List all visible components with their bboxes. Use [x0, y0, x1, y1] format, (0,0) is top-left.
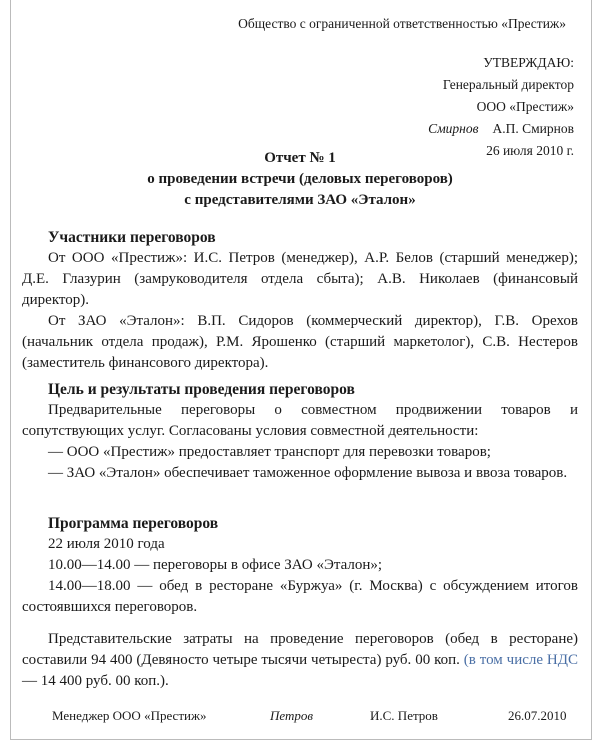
goals-item-2: — ЗАО «Эталон» обеспечивает таможенное оформление вывоза и ввоза товаров. [48, 465, 568, 481]
approval-block [428, 52, 574, 162]
participants-heading: Участники переговоров [48, 229, 216, 246]
expenses-text: Представительские затраты на проведение переговоров (обед в ресторане) составили 94 400 (Девяносто четыре тысячи четыреста) руб. 00 коп. [22, 631, 578, 668]
participants-prestige: От ООО «Престиж»: И.С. Петров (менеджер), А.Р. Белов (старший менеджер); Д.Е. Глазурин (замруководителя отдела сбыта); А.В. Николаев (финансовый директор). [22, 250, 578, 308]
program-date: 22 июля 2010 года [48, 536, 165, 552]
footer-date: 26.07.2010 [508, 708, 567, 723]
goals-item-1: — ООО «Престиж» предоставляет транспорт для перевозки товаров; [48, 444, 491, 460]
goals-section [22, 379, 578, 484]
program-section [22, 513, 578, 618]
footer-signature: Петров [270, 708, 314, 723]
expenses-tail: — 14 400 руб. 00 коп.). [22, 673, 169, 689]
footer-name: И.С. Петров [370, 708, 438, 723]
goals-heading: Цель и результаты проведения переговоров [48, 381, 355, 398]
approval-name: А.П. Смирнов [492, 121, 574, 136]
approval-signature: Смирнов [428, 121, 479, 136]
title-line-3: с представителями ЗАО «Эталон» [184, 192, 416, 208]
participants-section [22, 227, 578, 374]
program-item-2: 14.00—18.00 — обед в ресторане «Буржуа» (г. Москва) с обсуждением итогов состоявшихся переговоров. [22, 578, 578, 615]
expenses-nds: (в том числе НДС [463, 652, 578, 668]
program-item-1: 10.00—14.00 — переговоры в офисе ЗАО «Эталон»; [48, 557, 383, 573]
organization-name: Общество с ограниченной ответственностью «Престиж» [238, 16, 566, 31]
program-heading: Программа переговоров [48, 515, 219, 532]
goals-intro: Предварительные переговоры о совместном продвижении товаров и сопутствующих услуг. Согласованы условия совместной деятельности: [22, 402, 578, 439]
approval-position: Генеральный директор [442, 77, 574, 92]
footer-position: Менеджер ООО «Престиж» [52, 708, 207, 723]
expenses-paragraph [22, 629, 578, 692]
approval-label: УТВЕРЖДАЮ: [483, 55, 574, 70]
participants-etalon: От ЗАО «Эталон»: В.П. Сидоров (коммерческий директор), Г.В. Орехов (начальник отдела продаж), Р.М. Ярошенко (старший маркетолог), С.В. Нестеров (заместитель финансового директора). [22, 313, 578, 371]
title-line-2: о проведении встречи (деловых переговоров) [147, 171, 453, 187]
approval-date: 26 июля 2010 г. [486, 143, 574, 158]
expenses-section [22, 629, 578, 692]
approval-company: ООО «Престиж» [476, 99, 574, 114]
report-title [0, 148, 600, 211]
title-line-1: Отчет № 1 [264, 150, 336, 166]
approval-signature-line [428, 118, 574, 140]
